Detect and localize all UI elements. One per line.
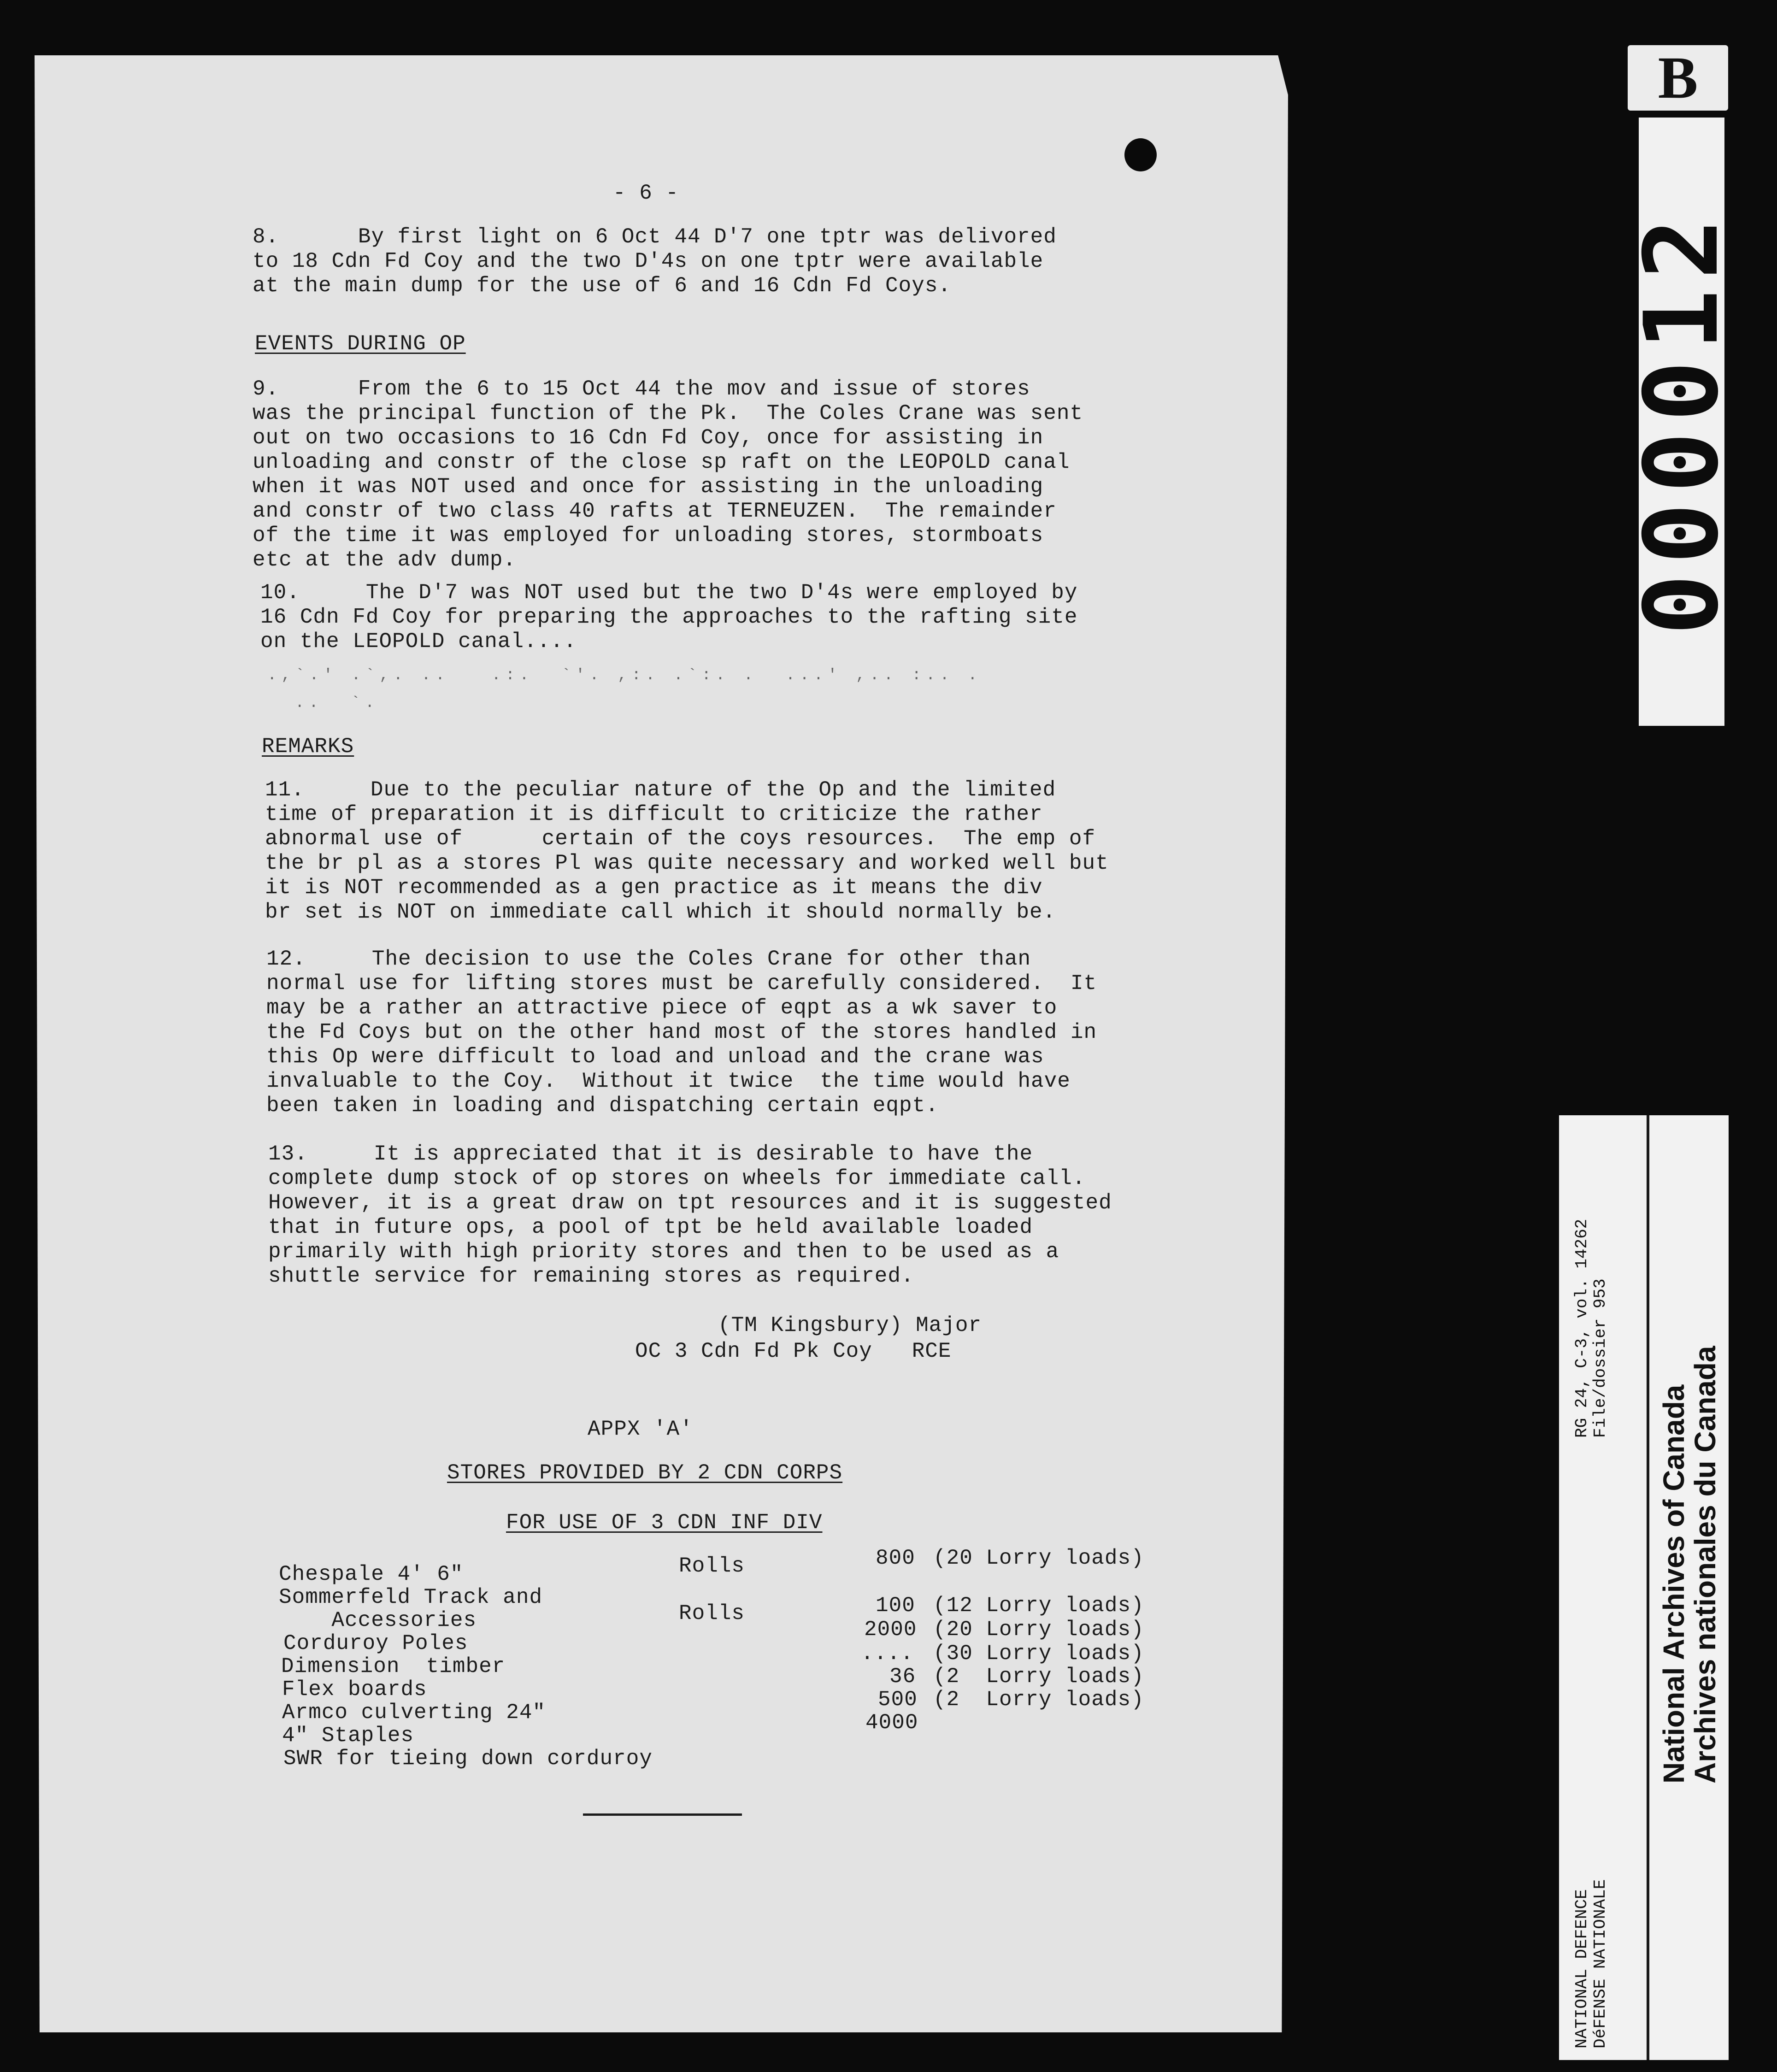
para13-line: However, it is a great draw on tpt resources and it is suggested	[268, 1191, 1112, 1215]
para9-line: 9. From the 6 to 15 Oct 44 the mov and issue of stores	[253, 377, 1030, 401]
para8-line: at the main dump for the use of 6 and 16 Cdn Fd Coys.	[253, 274, 952, 298]
store-qty: 36	[889, 1665, 916, 1689]
closing-rule	[583, 1813, 742, 1816]
store-item: SWR for tieing down corduroy	[283, 1747, 653, 1771]
para9-line: and constr of two class 40 rafts at TERNEUZEN. The remainder	[253, 499, 1057, 523]
para11-line: abnormal use of certain of the coys resources. The emp of	[265, 827, 1096, 851]
store-qty: 2000	[864, 1618, 917, 1642]
store-item: Accessories	[279, 1608, 477, 1632]
para9-line: when it was NOT used and once for assisting in the unloading	[253, 475, 1044, 499]
signature-title: OC 3 Cdn Fd Pk Coy RCE	[635, 1339, 952, 1363]
store-qty: 500	[878, 1688, 918, 1712]
nac-label	[1658, 1346, 1721, 1784]
para8-line: 8. By first light on 6 Oct 44 D'7 one tptr was delivored	[253, 225, 1057, 249]
frame-number-strip	[1623, 118, 1741, 726]
reference-label	[1573, 1219, 1610, 1438]
store-qty: 800	[876, 1546, 915, 1570]
ink-smudge: .,`.' .`,. .. .:. `'. ,:. .`:. . ...' ,.. :.. .	[267, 667, 982, 684]
dnd-label	[1573, 1879, 1610, 2048]
appendix-heading-div: FOR USE OF 3 CDN INF DIV	[506, 1511, 823, 1535]
para9-line: unloading and constr of the close sp raft on the LEOPOLD canal	[253, 450, 1070, 474]
reference-file: File/dossier 953	[1591, 1278, 1610, 1438]
para12-line: 12. The decision to use the Coles Crane for other than	[266, 947, 1031, 971]
frame-tab-letter: B	[1628, 45, 1728, 111]
store-unit: Rolls	[679, 1601, 745, 1625]
store-qty: 4000	[865, 1711, 918, 1735]
appendix-title: APPX 'A'	[588, 1417, 693, 1441]
para13-line: 13. It is appreciated that it is desirable to have the	[268, 1142, 1033, 1166]
store-loads: (2 Lorry loads)	[933, 1665, 1144, 1689]
store-item: Corduroy Poles	[283, 1631, 468, 1655]
dnd-line-fr: DéFENSE NATIONALE	[1591, 1879, 1610, 2048]
frame-number: 000012	[1623, 208, 1741, 636]
para12-line: invaluable to the Coy. Without it twice the time would have	[266, 1069, 1071, 1093]
store-loads: (20 Lorry loads)	[933, 1546, 1144, 1570]
events-heading: EVENTS DURING OP	[255, 332, 466, 356]
reference-volume: RG 24, C-3, vol. 14262	[1572, 1218, 1591, 1438]
page-number: - 6 -	[613, 181, 679, 205]
para12-line: normal use for lifting stores must be carefully considered. It	[266, 971, 1097, 995]
para12-line: been taken in loading and dispatching certain eqpt.	[266, 1094, 939, 1118]
para9-line: out on two occasions to 16 Cdn Fd Coy, once for assisting in	[253, 426, 1044, 450]
para13-line: primarily with high priority stores and then to be used as a	[268, 1240, 1059, 1264]
ink-smudge: .. `.	[295, 695, 379, 712]
store-loads: (20 Lorry loads)	[933, 1618, 1144, 1642]
remarks-heading: REMARKS	[262, 735, 354, 759]
para13-line: complete dump stock of op stores on wheels for immediate call.	[268, 1166, 1086, 1190]
para12-line: may be a rather an attractive piece of eqpt as a wk saver to	[266, 996, 1058, 1020]
para9-line: of the time it was employed for unloading stores, stormboats	[253, 524, 1044, 547]
label-divider	[1647, 1115, 1649, 2060]
store-loads: (12 Lorry loads)	[933, 1594, 1144, 1618]
store-item: 4" Staples	[282, 1724, 414, 1748]
para8-line: to 18 Cdn Fd Coy and the two D'4s on one tptr were available	[253, 249, 1044, 273]
store-loads: (2 Lorry loads)	[933, 1688, 1144, 1712]
store-item: Sommerfeld Track and	[279, 1585, 543, 1609]
store-item: Chespale 4' 6"	[279, 1562, 464, 1586]
para11-line: br set is NOT on immediate call which it should normally be.	[265, 900, 1056, 924]
para9-line: etc at the adv dump.	[253, 548, 517, 572]
nac-line-en: National Archives of Canada	[1657, 1384, 1690, 1784]
para11-line: time of preparation it is difficult to criticize the rather	[265, 802, 1043, 826]
store-qty: ....	[861, 1642, 914, 1666]
store-unit: Rolls	[679, 1554, 745, 1578]
store-item: Flex boards	[282, 1678, 427, 1701]
para12-line: this Op were difficult to load and unload and the crane was	[266, 1045, 1044, 1069]
store-qty: 100	[876, 1594, 915, 1618]
para10-line: 16 Cdn Fd Coy for preparing the approaches to the rafting site	[260, 605, 1078, 629]
dnd-line-en: NATIONAL DEFENCE	[1572, 1889, 1591, 2048]
para12-line: the Fd Coys but on the other hand most of the stores handled in	[266, 1020, 1097, 1044]
para11-line: the br pl as a stores Pl was quite necessary and worked well but	[265, 851, 1109, 875]
store-item: Dimension timber	[281, 1654, 506, 1678]
para10-line: 10. The D'7 was NOT used but the two D'4s were employed by	[260, 581, 1078, 605]
para10-line: on the LEOPOLD canal....	[260, 630, 577, 653]
para13-line: that in future ops, a pool of tpt be held available loaded	[268, 1215, 1033, 1239]
store-loads: (30 Lorry loads)	[933, 1642, 1144, 1666]
para11-line: 11. Due to the peculiar nature of the Op and the limited	[265, 778, 1056, 802]
signature-name: (TM Kingsbury) Major	[718, 1313, 982, 1337]
para11-line: it is NOT recommended as a gen practice as it means the div	[265, 876, 1043, 900]
para9-line: was the principal function of the Pk. The Coles Crane was sent	[253, 401, 1083, 425]
appendix-heading-corps: STORES PROVIDED BY 2 CDN CORPS	[447, 1461, 843, 1485]
store-item: Armco culverting 24"	[282, 1701, 546, 1725]
nac-line-fr: Archives nationales du Canada	[1689, 1346, 1722, 1784]
archive-reference-label	[1559, 1115, 1729, 2060]
para13-line: shuttle service for remaining stores as required.	[268, 1264, 914, 1288]
